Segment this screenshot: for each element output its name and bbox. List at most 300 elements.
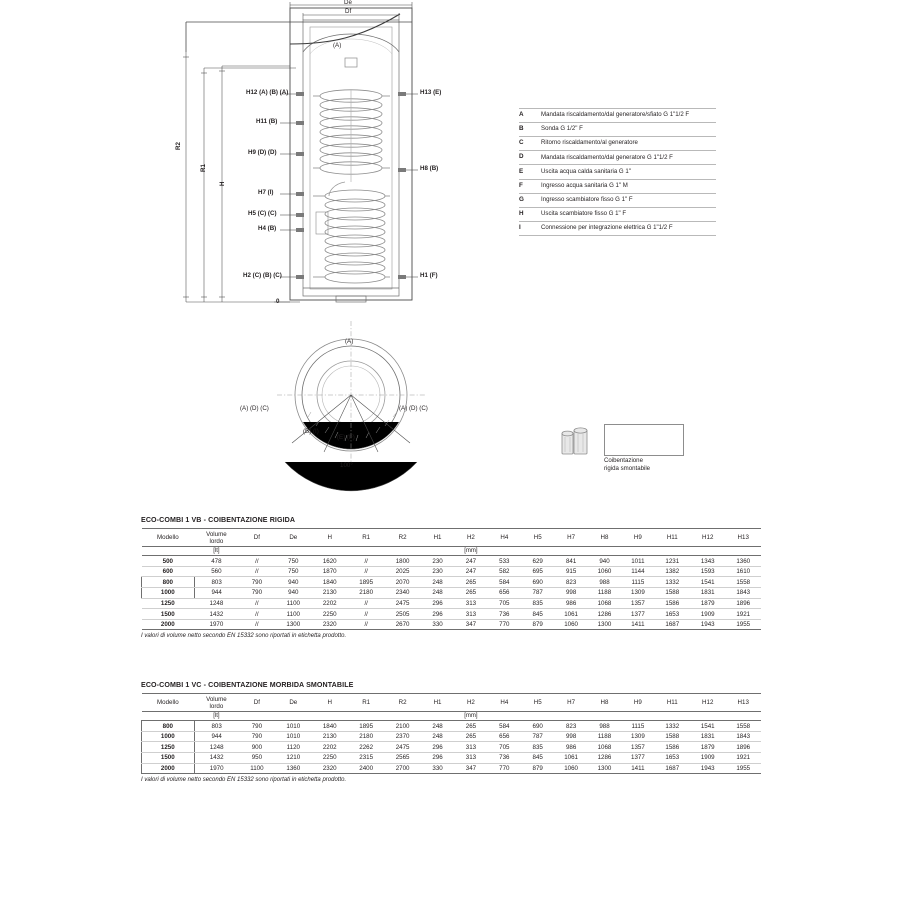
- spec-table-vb-note: I valori di volume netto secondo EN 15332 sono riportati in etichetta prodotto.: [141, 632, 347, 639]
- legend-row: [519, 179, 716, 193]
- cell-r1: //: [348, 598, 384, 609]
- label-h13: H13 (E): [420, 89, 442, 96]
- cell-df: 790: [239, 577, 275, 588]
- cell-h9: 1115: [621, 721, 654, 732]
- legend-key: D: [519, 151, 541, 165]
- table-unit-row: [142, 712, 762, 721]
- cell-h1: 230: [421, 566, 454, 577]
- th-de: De: [275, 694, 311, 712]
- cell-h11: 1586: [655, 598, 690, 609]
- cell-de: 1300: [275, 619, 311, 630]
- label-h: H: [219, 181, 226, 186]
- cell-h1: 248: [421, 588, 454, 599]
- cell-h1: 248: [421, 731, 454, 742]
- th-df: Df: [239, 529, 275, 547]
- cell-h4: 705: [488, 742, 521, 753]
- cell-h9: 1144: [621, 566, 654, 577]
- th-h11: H11: [655, 694, 690, 712]
- cell-r2: 2505: [384, 609, 420, 620]
- cell-df: //: [239, 609, 275, 620]
- cell-h: 1840: [312, 721, 348, 732]
- cell-de: 1010: [275, 731, 311, 742]
- legend-desc: Sonda G 1/2" F: [541, 123, 716, 137]
- legend-desc: Uscita scambiatore fisso G 1" F: [541, 207, 716, 221]
- cell-model: 1500: [142, 609, 195, 620]
- table-row: [142, 556, 762, 567]
- cell-h11: 1382: [655, 566, 690, 577]
- plan-label-bottom-left: (B) (I): [303, 428, 319, 435]
- insulation-caption-line2: rigida smontabile: [604, 465, 651, 473]
- th-h9: H9: [621, 694, 654, 712]
- cell-de: 1210: [275, 753, 311, 764]
- cell-h9: 1377: [621, 753, 654, 764]
- cell-h2: 247: [454, 556, 487, 567]
- plan-label-bottom-right: (E) (F): [337, 434, 355, 441]
- cell-h13: 1896: [725, 598, 761, 609]
- cell-h1: 296: [421, 753, 454, 764]
- cell-h5: 629: [521, 556, 554, 567]
- cell-h2: 313: [454, 742, 487, 753]
- cell-model: 800: [142, 721, 195, 732]
- legend-row: [519, 109, 716, 123]
- cell-h12: 1879: [690, 598, 725, 609]
- table-row: [142, 566, 762, 577]
- spec-table-vb-title: ECO-COMBI 1 VB - COIBENTAZIONE RIGIDA: [141, 516, 296, 524]
- cell-df: 790: [239, 731, 275, 742]
- legend-key: G: [519, 193, 541, 207]
- cell-h7: 998: [554, 588, 587, 599]
- cell-h1: 296: [421, 598, 454, 609]
- legend-row: [519, 123, 716, 137]
- cell-r2: 2700: [384, 763, 420, 774]
- legend-key: H: [519, 207, 541, 221]
- cell-h5: 845: [521, 753, 554, 764]
- legend-key: E: [519, 165, 541, 179]
- cell-r1: 1895: [348, 721, 384, 732]
- cell-h7: 1060: [554, 619, 587, 630]
- table-unit-row: [142, 547, 762, 556]
- label-h12: H12 (A) (B) (A): [246, 89, 289, 96]
- table-header-row: [142, 529, 762, 547]
- cell-h12: 1541: [690, 577, 725, 588]
- cell-r1: //: [348, 609, 384, 620]
- dim-label-df: Df: [345, 8, 352, 15]
- cell-h9: 1411: [621, 619, 654, 630]
- cell-h1: 230: [421, 556, 454, 567]
- cell-model: 1000: [142, 731, 195, 742]
- cell-h2: 265: [454, 588, 487, 599]
- cell-h11: 1586: [655, 742, 690, 753]
- cell-de: 750: [275, 556, 311, 567]
- cell-h5: 690: [521, 577, 554, 588]
- insulation-swatch-box: [604, 424, 684, 456]
- cell-h8: 1300: [588, 763, 621, 774]
- table-row: [142, 721, 762, 732]
- legend-key: F: [519, 179, 541, 193]
- cell-h12: 1831: [690, 731, 725, 742]
- th-h2: H2: [454, 694, 487, 712]
- th-h9: H9: [621, 529, 654, 547]
- cell-h8: 1060: [588, 566, 621, 577]
- cell-h13: 1610: [725, 566, 761, 577]
- cell-de: 940: [275, 577, 311, 588]
- label-zero: 0: [276, 298, 280, 305]
- cell-h8: 988: [588, 721, 621, 732]
- cell-h8: 1300: [588, 619, 621, 630]
- plan-angle-label: 100°: [340, 462, 353, 469]
- cell-r1: //: [348, 619, 384, 630]
- cell-model: 600: [142, 566, 195, 577]
- cell-h7: 1061: [554, 753, 587, 764]
- cell-r1: 2315: [348, 753, 384, 764]
- cell-h8: 988: [588, 577, 621, 588]
- th-h12: H12: [690, 529, 725, 547]
- cell-h4: 584: [488, 577, 521, 588]
- cell-h12: 1831: [690, 588, 725, 599]
- cell-h7: 998: [554, 731, 587, 742]
- table-row: [142, 742, 762, 753]
- cell-h7: 915: [554, 566, 587, 577]
- cell-r2: 2475: [384, 598, 420, 609]
- cell-volume: 1970: [194, 619, 239, 630]
- label-h8: H8 (B): [420, 165, 439, 172]
- cell-r2: 1800: [384, 556, 420, 567]
- cell-h11: 1588: [655, 731, 690, 742]
- cell-h: 1870: [312, 566, 348, 577]
- cell-h: 2320: [312, 619, 348, 630]
- cell-h13: 1360: [725, 556, 761, 567]
- cell-h: 2202: [312, 598, 348, 609]
- table-row: [142, 763, 762, 774]
- cell-volume: 560: [194, 566, 239, 577]
- cell-volume: 944: [194, 731, 239, 742]
- cell-model: 1000: [142, 588, 195, 599]
- legend-row: [519, 137, 716, 151]
- cell-h: 2130: [312, 731, 348, 742]
- cell-df: 950: [239, 753, 275, 764]
- cell-h13: 1896: [725, 742, 761, 753]
- th-r1: R1: [348, 529, 384, 547]
- cell-volume: 478: [194, 556, 239, 567]
- cell-volume: 1970: [194, 763, 239, 774]
- cell-h12: 1943: [690, 763, 725, 774]
- cell-h8: 1286: [588, 753, 621, 764]
- cell-h13: 1955: [725, 619, 761, 630]
- cell-h8: 1068: [588, 598, 621, 609]
- cell-volume: 1248: [194, 742, 239, 753]
- cell-h: 2320: [312, 763, 348, 774]
- cell-h12: 1343: [690, 556, 725, 567]
- cell-volume: 803: [194, 577, 239, 588]
- cell-r2: 2070: [384, 577, 420, 588]
- th-h13: H13: [725, 529, 761, 547]
- table-row: [142, 753, 762, 764]
- cell-h1: 330: [421, 619, 454, 630]
- cell-r1: //: [348, 566, 384, 577]
- table-row: [142, 588, 762, 599]
- th-h13: H13: [725, 694, 761, 712]
- unit-volume: [lt]: [194, 712, 239, 721]
- cell-h2: 247: [454, 566, 487, 577]
- cell-h9: 1011: [621, 556, 654, 567]
- cell-h7: 986: [554, 598, 587, 609]
- cell-model: 500: [142, 556, 195, 567]
- cell-h4: 584: [488, 721, 521, 732]
- cell-h: 2250: [312, 609, 348, 620]
- cell-h8: 940: [588, 556, 621, 567]
- cell-h13: 1843: [725, 588, 761, 599]
- cell-h9: 1411: [621, 763, 654, 774]
- th-h7: H7: [554, 694, 587, 712]
- cell-h13: 1955: [725, 763, 761, 774]
- spec-table-vc-note: I valori di volume netto secondo EN 15332 sono riportati in etichetta prodotto.: [141, 776, 347, 783]
- th-h8: H8: [588, 694, 621, 712]
- label-h2: H2 (C) (B) (C): [243, 272, 282, 279]
- plan-label-left: (A) (D) (C): [240, 405, 269, 412]
- cell-h4: 582: [488, 566, 521, 577]
- cell-h5: 879: [521, 763, 554, 774]
- cell-df: //: [239, 598, 275, 609]
- cell-h11: 1653: [655, 753, 690, 764]
- cell-h1: 248: [421, 721, 454, 732]
- th-h11: H11: [655, 529, 690, 547]
- cell-h5: 787: [521, 731, 554, 742]
- cell-de: 750: [275, 566, 311, 577]
- label-a-top: (A): [333, 42, 342, 49]
- label-r2: R2: [175, 142, 182, 150]
- cell-volume: 944: [194, 588, 239, 599]
- legend-desc: Mandata riscaldamento/dal generatore G 1"1/2 F: [541, 151, 716, 165]
- table-row: [142, 619, 762, 630]
- cell-h8: 1188: [588, 731, 621, 742]
- cell-h: 1620: [312, 556, 348, 567]
- cell-h2: 313: [454, 598, 487, 609]
- th-volume: Volume lordo: [194, 529, 239, 547]
- cell-h4: 770: [488, 619, 521, 630]
- table-header-row: [142, 694, 762, 712]
- cell-r2: 2100: [384, 721, 420, 732]
- cell-h13: 1843: [725, 731, 761, 742]
- cell-h4: 656: [488, 588, 521, 599]
- cell-h8: 1286: [588, 609, 621, 620]
- cell-model: 800: [142, 577, 195, 588]
- cell-r1: 2262: [348, 742, 384, 753]
- th-h: H: [312, 529, 348, 547]
- th-h4: H4: [488, 529, 521, 547]
- cell-h9: 1377: [621, 609, 654, 620]
- legend-row: [519, 165, 716, 179]
- cell-df: 1100: [239, 763, 275, 774]
- cell-h1: 330: [421, 763, 454, 774]
- cell-r1: 1895: [348, 577, 384, 588]
- legend-desc: Uscita acqua calda sanitaria G 1": [541, 165, 716, 179]
- cell-h13: 1558: [725, 721, 761, 732]
- th-r1: R1: [348, 694, 384, 712]
- cell-de: 1120: [275, 742, 311, 753]
- cell-r1: 2180: [348, 588, 384, 599]
- th-h12: H12: [690, 694, 725, 712]
- th-h: H: [312, 694, 348, 712]
- unit-volume: [lt]: [194, 547, 239, 556]
- cell-df: //: [239, 556, 275, 567]
- cell-h1: 296: [421, 742, 454, 753]
- cell-h4: 736: [488, 753, 521, 764]
- cell-h11: 1653: [655, 609, 690, 620]
- cell-h7: 841: [554, 556, 587, 567]
- dim-label-de: De: [344, 0, 352, 6]
- table-row: [142, 731, 762, 742]
- cell-de: 1100: [275, 609, 311, 620]
- legend-key: I: [519, 221, 541, 235]
- cell-h5: 879: [521, 619, 554, 630]
- cell-h11: 1332: [655, 577, 690, 588]
- cell-h1: 296: [421, 609, 454, 620]
- cell-h4: 736: [488, 609, 521, 620]
- th-r2: R2: [384, 529, 420, 547]
- label-h11: H11 (B): [256, 118, 278, 125]
- legend-key: B: [519, 123, 541, 137]
- cell-h4: 705: [488, 598, 521, 609]
- cell-h: 2130: [312, 588, 348, 599]
- cell-h12: 1909: [690, 609, 725, 620]
- legend-desc: Ritorno riscaldamento/al generatore: [541, 137, 716, 151]
- cell-df: //: [239, 566, 275, 577]
- cell-h5: 845: [521, 609, 554, 620]
- table-row: [142, 598, 762, 609]
- cell-h8: 1188: [588, 588, 621, 599]
- cell-r1: //: [348, 556, 384, 567]
- th-h8: H8: [588, 529, 621, 547]
- legend-table: [519, 108, 716, 236]
- th-de: De: [275, 529, 311, 547]
- legend-desc: Mandata riscaldamento/dal generatore/sfiato G 1"1/2 F: [541, 109, 716, 123]
- cell-h4: 656: [488, 731, 521, 742]
- cell-h13: 1921: [725, 753, 761, 764]
- cell-model: 1500: [142, 753, 195, 764]
- label-r1: R1: [200, 164, 207, 172]
- cell-h2: 265: [454, 731, 487, 742]
- legend-desc: Ingresso acqua sanitaria G 1" M: [541, 179, 716, 193]
- th-h2: H2: [454, 529, 487, 547]
- cell-h9: 1309: [621, 731, 654, 742]
- cell-h: 1840: [312, 577, 348, 588]
- cell-df: 790: [239, 588, 275, 599]
- cell-h4: 533: [488, 556, 521, 567]
- th-volume: Volume lordo: [194, 694, 239, 712]
- cell-h12: 1593: [690, 566, 725, 577]
- cell-de: 940: [275, 588, 311, 599]
- cell-de: 1360: [275, 763, 311, 774]
- label-h1: H1 (F): [420, 272, 438, 279]
- spec-table-vc-title: ECO-COMBI 1 VC - COIBENTAZIONE MORBIDA SMONTABILE: [141, 681, 354, 689]
- cell-volume: 1248: [194, 598, 239, 609]
- cell-r2: 2340: [384, 588, 420, 599]
- cell-h5: 695: [521, 566, 554, 577]
- cell-r1: 2400: [348, 763, 384, 774]
- cell-r2: 2025: [384, 566, 420, 577]
- legend-key: A: [519, 109, 541, 123]
- th-df: Df: [239, 694, 275, 712]
- cell-h7: 986: [554, 742, 587, 753]
- cell-h11: 1687: [655, 763, 690, 774]
- cell-h12: 1943: [690, 619, 725, 630]
- cell-h: 2250: [312, 753, 348, 764]
- cell-h12: 1541: [690, 721, 725, 732]
- table-row: [142, 609, 762, 620]
- cell-h2: 313: [454, 609, 487, 620]
- legend-row: [519, 193, 716, 207]
- cell-model: 1250: [142, 742, 195, 753]
- cell-h7: 823: [554, 721, 587, 732]
- legend-row: [519, 207, 716, 221]
- th-modello: Modello: [142, 529, 195, 547]
- cell-h12: 1909: [690, 753, 725, 764]
- cell-h11: 1588: [655, 588, 690, 599]
- cell-volume: 1432: [194, 753, 239, 764]
- cell-df: //: [239, 619, 275, 630]
- cell-h7: 1060: [554, 763, 587, 774]
- unit-mm: [mm]: [454, 712, 487, 721]
- cell-h11: 1687: [655, 619, 690, 630]
- cell-h13: 1558: [725, 577, 761, 588]
- cell-h9: 1357: [621, 742, 654, 753]
- label-h9: H9 (D) (D): [248, 149, 277, 156]
- cell-df: 900: [239, 742, 275, 753]
- legend-key: C: [519, 137, 541, 151]
- unit-mm: [mm]: [454, 547, 487, 556]
- cell-h5: 835: [521, 598, 554, 609]
- th-h7: H7: [554, 529, 587, 547]
- cell-r2: 2370: [384, 731, 420, 742]
- cell-h11: 1231: [655, 556, 690, 567]
- cell-de: 1100: [275, 598, 311, 609]
- cell-h4: 770: [488, 763, 521, 774]
- cell-h9: 1115: [621, 577, 654, 588]
- cell-volume: 1432: [194, 609, 239, 620]
- th-h5: H5: [521, 694, 554, 712]
- label-h4: H4 (B): [258, 225, 277, 232]
- cell-h2: 265: [454, 577, 487, 588]
- th-h1: H1: [421, 529, 454, 547]
- legend-desc: Ingresso scambiatore fisso G 1" F: [541, 193, 716, 207]
- cell-model: 1250: [142, 598, 195, 609]
- cell-h12: 1879: [690, 742, 725, 753]
- th-modello: Modello: [142, 694, 195, 712]
- plan-label-right: (A) (D) (C): [399, 405, 428, 412]
- insulation-caption-line1: Coibentazione: [604, 457, 643, 464]
- cell-h2: 265: [454, 721, 487, 732]
- th-h4: H4: [488, 694, 521, 712]
- th-h5: H5: [521, 529, 554, 547]
- cell-df: 790: [239, 721, 275, 732]
- th-h1: H1: [421, 694, 454, 712]
- spec-table-vc: [141, 681, 761, 783]
- legend-row: [519, 151, 716, 165]
- cell-h2: 347: [454, 619, 487, 630]
- cell-h5: 835: [521, 742, 554, 753]
- legend-row: [519, 221, 716, 235]
- cell-h2: 313: [454, 753, 487, 764]
- cell-h13: 1921: [725, 609, 761, 620]
- legend-desc: Connessione per integrazione elettrica G 1"1/2 F: [541, 221, 716, 235]
- cell-r2: 2475: [384, 742, 420, 753]
- cell-h5: 787: [521, 588, 554, 599]
- cell-h7: 823: [554, 577, 587, 588]
- spec-table-vb: [141, 516, 761, 639]
- plan-center-label: (A): [345, 338, 354, 345]
- cell-de: 1010: [275, 721, 311, 732]
- insulation-caption: [604, 457, 650, 473]
